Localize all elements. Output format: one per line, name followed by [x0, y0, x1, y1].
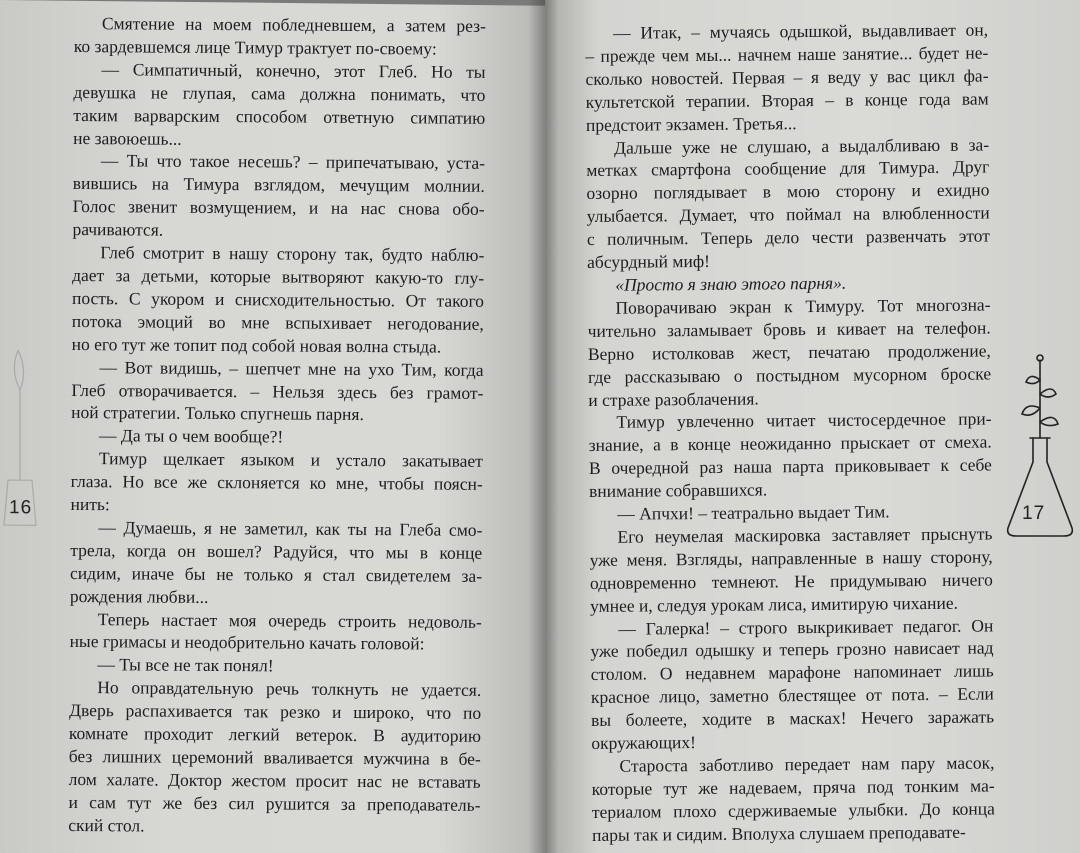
text-line: метках смартфона сообщение для Тимура. Друг: [586, 156, 990, 181]
text-line: сидим, иначе бы не только я стал свидетелем за-: [70, 562, 483, 586]
text-line: ной стратегии. Только спугнешь парня.: [71, 402, 364, 425]
text-line: ский стол.: [68, 814, 145, 836]
text-line: — Ты что такое несешь? – припечатываю, уста-: [100, 150, 486, 174]
text-line: Голос звенит возмущением, и на нас снова обо-: [72, 196, 485, 220]
text-line: Тимур увлеченно читает чистосердечное при-: [616, 408, 992, 433]
text-line: Глеб смотрит в нашу сторону так, будто наблю-: [100, 242, 485, 265]
text-line: «Просто я знаю этого парня».: [615, 272, 847, 295]
text-line: Верно истолковав жест, печатаю продолжение,: [587, 340, 991, 364]
text-line: уже меня. Взгляды, направленные в нашу сторону,: [589, 546, 993, 570]
text-line: пость. С укором и снисходительностью. От такого: [71, 287, 485, 311]
text-line: — Итак, – мучаясь одышкой, выдавливает он,: [613, 19, 989, 43]
text-line: — Вот видишь, – шепчет мне на ухо Тим, когда: [99, 356, 484, 380]
text-line: не завоюешь...: [73, 127, 182, 149]
text-line: — Да ты о чем вообще?!: [98, 425, 284, 447]
text-line: дает за детьми, которые вытворяют какую-то глу-: [72, 264, 485, 288]
text-line: – прежде чем мы... начнем наше занятие... будет не-: [585, 42, 989, 66]
text-line: Но оправдательную речь толкнуть не удается.: [97, 677, 482, 701]
text-line: Поворачиваю экран к Тимуру. Тот многозна-: [615, 294, 991, 318]
text-line: вившись на Тимура взглядом, мечущим молнии.: [72, 173, 485, 197]
text-line: — Симпатичный, конечно, этот Глеб. Но ты: [101, 59, 486, 82]
text-line: чительно заламывает бровь и кивает на телефон.: [587, 317, 991, 341]
text-line: где рассказываю о постыдном мусорном броске: [588, 363, 992, 387]
page-number-right: 17: [1022, 503, 1046, 524]
text-line: таким варварским способом ответную симпатию: [73, 104, 486, 128]
text-line: одновременно темнеют. Не придумываю ничего: [589, 569, 993, 593]
text-line: но его тут же топит под собой новая волна стыда.: [71, 333, 442, 357]
text-line: красное лицо, заметно блестящее от пота. – Если: [590, 683, 994, 708]
text-line: вы болеете, ходите в масках! Нечего заражать: [591, 706, 995, 731]
text-line: Глеб отворачивается. – Нельзя здесь без грамот-: [71, 379, 484, 403]
text-line: лом халате. Доктор жестом просит нас не вставать: [68, 768, 481, 792]
text-line: окружающих!: [591, 732, 697, 754]
text-line: улыбается. Думает, что поймал на влюбленности: [586, 202, 990, 227]
text-line: уже победил одышку и теперь грозно нависает над: [590, 637, 994, 662]
text-line: нить:: [70, 494, 110, 515]
book-gutter-shadow: [528, 0, 558, 853]
text-line: ко зардевшемся лице Тимур трактует по-своему:: [73, 35, 437, 59]
text-line: и сам тут же без сил рушится за преподаватель-: [68, 791, 481, 815]
text-line: с поличным. Теперь дело чести развенчать этот: [586, 225, 990, 250]
text-line: Дверь распахивается так резко и широко, что по: [69, 700, 482, 724]
text-line: рачиваются.: [72, 219, 164, 240]
text-line: Смятение на моем побледневшем, а затем рез-: [101, 13, 486, 36]
text-line: Теперь настает моя очередь строить недоволь-: [97, 608, 482, 632]
text-line: рождения любви...: [69, 585, 209, 607]
text-line: девушка не глупая, сама должна понимать, что: [73, 81, 486, 105]
text-line: знание, а в конце неожиданно прыскает от смеха.: [588, 431, 992, 456]
text-line: Тимур щелкает языком и устало закатывает: [98, 448, 483, 472]
text-line: внимание собравшихся.: [589, 479, 768, 502]
text-line: сколько новостей. Первая – я веду у вас цикл фа-: [585, 65, 989, 89]
text-line: которые тут же надеваем, пряча под тонким ма-: [591, 775, 995, 799]
text-line: пары так и сидим. Вполуха слушаем преподавате-: [592, 821, 966, 845]
text-line: комнате проходит легкий ветерок. В аудиторию: [68, 723, 482, 746]
text-line: — Апчхи! – театрально выдает Тим.: [617, 501, 890, 524]
text-line: — Думаешь, я не заметил, как ты на Глеба смо-: [98, 517, 483, 540]
text-line: — Ты все не так понял!: [97, 654, 274, 676]
text-line: культетской терапии. Вторая – в конце года вам: [585, 88, 989, 112]
text-line: без лишних церемоний вваливается мужчина в бе-: [68, 745, 481, 769]
text-line: глаза. Но все же склоняется ко мне, чтобы поясн-: [70, 471, 483, 494]
text-line: В очередной раз наша парта приковывает к себе: [588, 454, 992, 479]
text-line: териалом плохо сдерживаемые улыбки. До конца: [591, 798, 995, 822]
text-line: Его неумелая маскировка заставляет прыснуть: [617, 523, 993, 547]
text-line: абсурдный миф!: [587, 250, 711, 273]
text-line: потока эмоций во мне вспыхивает негодование,: [71, 310, 484, 334]
text-line: трела, когда он вошел? Радуйся, что мы в конце: [70, 539, 483, 563]
text-line: — Галерка! – строго выкрикивает педагог. Он: [618, 615, 994, 639]
right-page-body: [585, 18, 995, 846]
text-line: и страхе разоблачения.: [588, 387, 759, 410]
text-line: столом. О недавнем марафоне напоминает лишь: [590, 660, 994, 685]
page-number-left: 16: [9, 497, 33, 519]
text-line: умнее и, следуя урокам лиса, имитирую чихание.: [590, 592, 958, 616]
text-line: озорно поглядывает в мою сторону и ехидно: [586, 179, 990, 204]
text-line: Староста заботливо передает нам пару масок,: [619, 752, 995, 776]
text-line: ные гримасы и неодобрительно качать головой:: [69, 631, 425, 654]
left-page-body: [68, 12, 486, 839]
text-line: Дальше уже не слушаю, а выдалбливаю в за-: [614, 134, 990, 158]
text-line: предстоит экзамен. Третья...: [585, 112, 797, 135]
